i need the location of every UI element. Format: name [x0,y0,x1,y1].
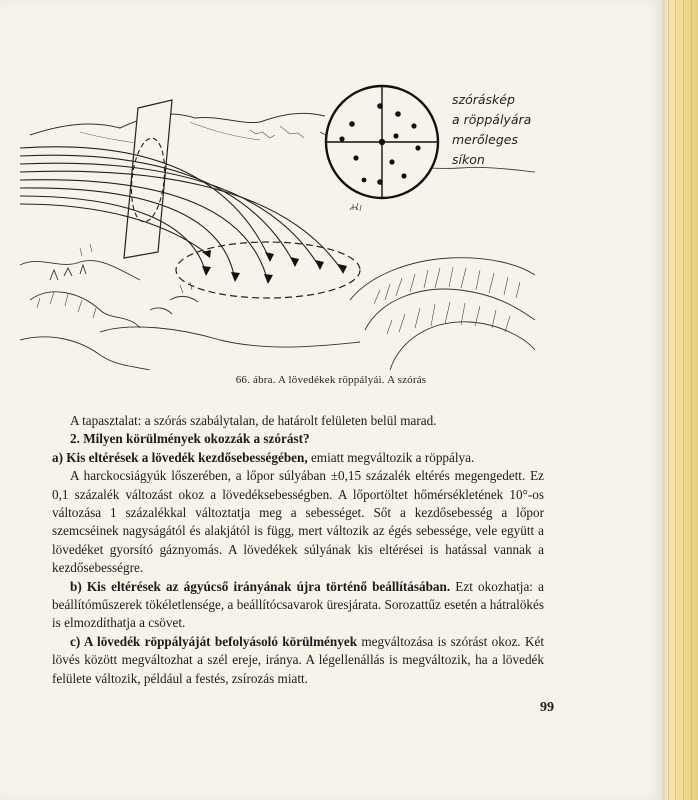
paragraph-b-heading: b) Kis eltérések az ágyúcső irányának újra történő beállításában. [70,578,451,594]
paragraph-a-text: emiatt megváltozik a röppálya. [307,449,475,465]
foreground-scrub [20,258,535,370]
paragraph-powder-text: A harckocsiágyúk lőszerében, a lőpor súlyában ±0,15 százalék eltérés megengedett. Ez 0,1 százalék változást okoz a lövedéksebességben. A lőportöltet hőmérsékletének 10°-os változása 1 százalékkal változtatja meg a sebességet. Sőt a kezdősebesség a lőpor szemcséinek nagyságától és alakjától is függ, mert változik az égés sebessége, vele együtt a lövedéket gyorsító gáznyomás. A lövedékek súlyának kis eltérései is hatással vannak a kezdősebességre. [52,468,544,576]
paragraph-a [52,449,544,467]
body-text [52,412,544,688]
paragraph-c-heading: c) A lövedék röppályáját befolyásoló körülmények [70,633,358,649]
paragraph-b [52,578,544,633]
annotation-line-2: a röppályára [452,112,532,127]
dispersion-target [326,86,438,198]
page-block-edge [662,0,698,800]
paragraph-c-text: megváltozása is szórást okoz. Két lövés között megváltozhat a szél ereje, iránya. A légellenállás is megváltozik, ha a lövedék felülete változik, például a festés, zsírozás miatt. [52,633,544,686]
annotation-line-3: merőleges [452,132,518,147]
mountain-ridge [30,113,325,135]
annotation-line-4: síkon [452,152,485,167]
section-heading [52,430,544,448]
paragraph-text: A tapasztalat: a szórás szabálytalan, de határolt felületen belül marad. [70,413,437,428]
paragraph-c [52,633,544,688]
annotation-line-1: szóráskép [452,92,515,107]
perpendicular-plane [124,100,172,258]
small-plant [350,203,361,211]
paragraph-powder [52,467,544,577]
figure-caption: 66. ábra. A lövedékek röppályái. A szórás [235,374,427,386]
section-heading-text: 2. Milyen körülmények okozzák a szórást? [70,431,310,447]
page-number: 99 [540,700,554,715]
paragraph-b-text: Ezt okozhatja: a beállítóműszerek tökéletlensége, a beállítócsavarok üresjárata. Sorozattűz esetén a hátralökés is elmozdíthatja a csövet. [52,578,544,631]
paragraph-a-heading: a) Kis eltérések a lövedék kezdősebességében, [52,449,308,465]
paragraph-conclusion [52,412,544,430]
trajectory-arrowheads [202,250,347,284]
trajectory-illustration [20,70,540,370]
